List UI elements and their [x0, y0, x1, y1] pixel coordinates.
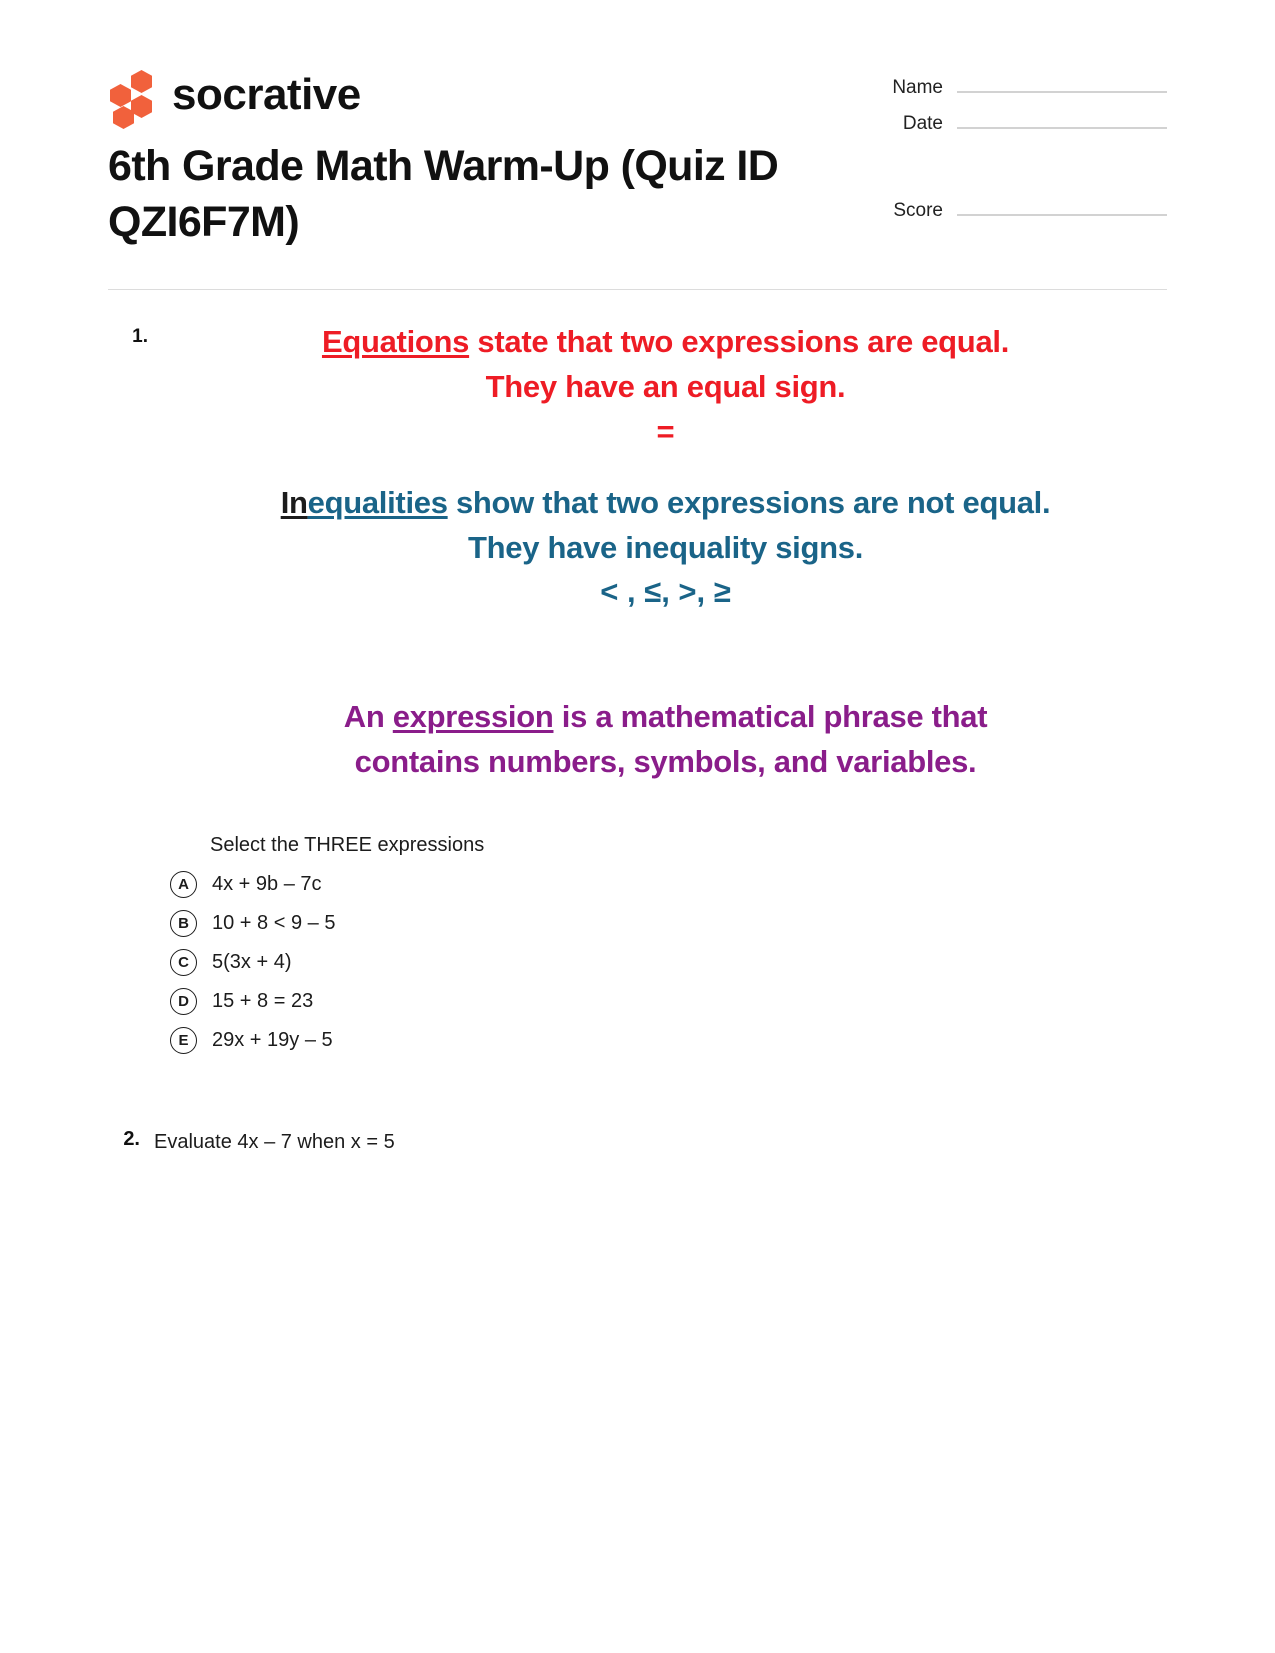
- inequalities-keyword-suffix: equalities: [307, 484, 448, 520]
- choice-b-text: 10 + 8 < 9 – 5: [212, 912, 336, 935]
- hexagon-middle-right: [131, 95, 152, 118]
- equations-line-1-rest: state that two expressions are equal.: [469, 323, 1010, 359]
- score-label: Score: [893, 200, 943, 221]
- choice-e-bubble[interactable]: E: [170, 1027, 197, 1054]
- question-1-row: [108, 320, 1167, 1067]
- equations-line-1: [164, 320, 1167, 365]
- socrative-logo: [108, 58, 361, 120]
- inequalities-line-2: They have inequality signs.: [467, 529, 864, 565]
- hexagon-cluster-icon: [108, 70, 156, 120]
- slide-spacer-1: [164, 455, 1167, 481]
- score-field-row: [837, 199, 1167, 222]
- inequalities-line-1: [164, 481, 1167, 526]
- date-input-line[interactable]: [957, 112, 1167, 129]
- choice-c-bubble[interactable]: C: [170, 949, 197, 976]
- equations-line-2: They have an equal sign.: [485, 368, 846, 404]
- equations-keyword: Equations: [321, 323, 470, 359]
- expression-line-2: contains numbers, symbols, and variables.: [354, 744, 977, 780]
- student-info-block: [837, 58, 1167, 235]
- header-divider: [108, 289, 1167, 290]
- inequalities-keyword-prefix: In: [280, 484, 308, 520]
- expression-keyword: expression: [392, 699, 554, 735]
- choice-d[interactable]: [170, 988, 1167, 1015]
- choice-b-bubble[interactable]: B: [170, 910, 197, 937]
- slide-spacer-2: [164, 615, 1167, 695]
- page-title: 6th Grade Math Warm-Up (Quiz ID QZI6F7M): [108, 142, 779, 246]
- brand-name: socrative: [172, 70, 361, 119]
- hexagon-top-right: [131, 70, 152, 93]
- choice-b[interactable]: [170, 910, 1167, 937]
- date-field-row: [837, 112, 1167, 135]
- question-1-body: [164, 320, 1167, 1067]
- choice-a[interactable]: [170, 871, 1167, 898]
- name-label: Name: [892, 77, 943, 98]
- hexagon-bottom-left: [113, 106, 134, 129]
- choice-a-text: 4x + 9b – 7c: [212, 873, 322, 896]
- inequalities-line-1-rest: show that two expressions are not equal.: [447, 484, 1051, 520]
- name-field-row: [837, 76, 1167, 99]
- choice-c-text: 5(3x + 4): [212, 951, 292, 974]
- equals-symbol: =: [656, 413, 675, 449]
- choice-c[interactable]: [170, 949, 1167, 976]
- question-1: [0, 320, 1275, 1157]
- score-input-line[interactable]: [957, 199, 1167, 216]
- choice-e[interactable]: [170, 1027, 1167, 1054]
- inequality-symbols: < , ≤, >, ≥: [600, 574, 731, 610]
- date-label: Date: [902, 113, 943, 134]
- choice-a-bubble[interactable]: A: [170, 871, 197, 898]
- question-2-prompt: Evaluate 4x – 7 when x = 5: [154, 1131, 395, 1154]
- name-input-line[interactable]: [957, 76, 1167, 93]
- expression-line-1-post: is a mathematical phrase that: [553, 699, 988, 735]
- choice-d-bubble[interactable]: D: [170, 988, 197, 1015]
- question-2-number: 2.: [123, 1128, 140, 1151]
- expression-line-1-pre: An: [343, 699, 393, 735]
- question-1-number: 1.: [132, 325, 148, 347]
- choice-e-text: 29x + 19y – 5: [212, 1029, 333, 1052]
- concept-slide-image: [164, 320, 1167, 786]
- question-2: [108, 1128, 1167, 1156]
- expression-line-1: [164, 695, 1167, 740]
- question-1-prompt: Select the THREE expressions: [210, 834, 485, 857]
- hexagon-middle-left: [110, 84, 131, 107]
- question-1-choices: [170, 871, 1167, 1054]
- choice-d-text: 15 + 8 = 23: [212, 990, 314, 1013]
